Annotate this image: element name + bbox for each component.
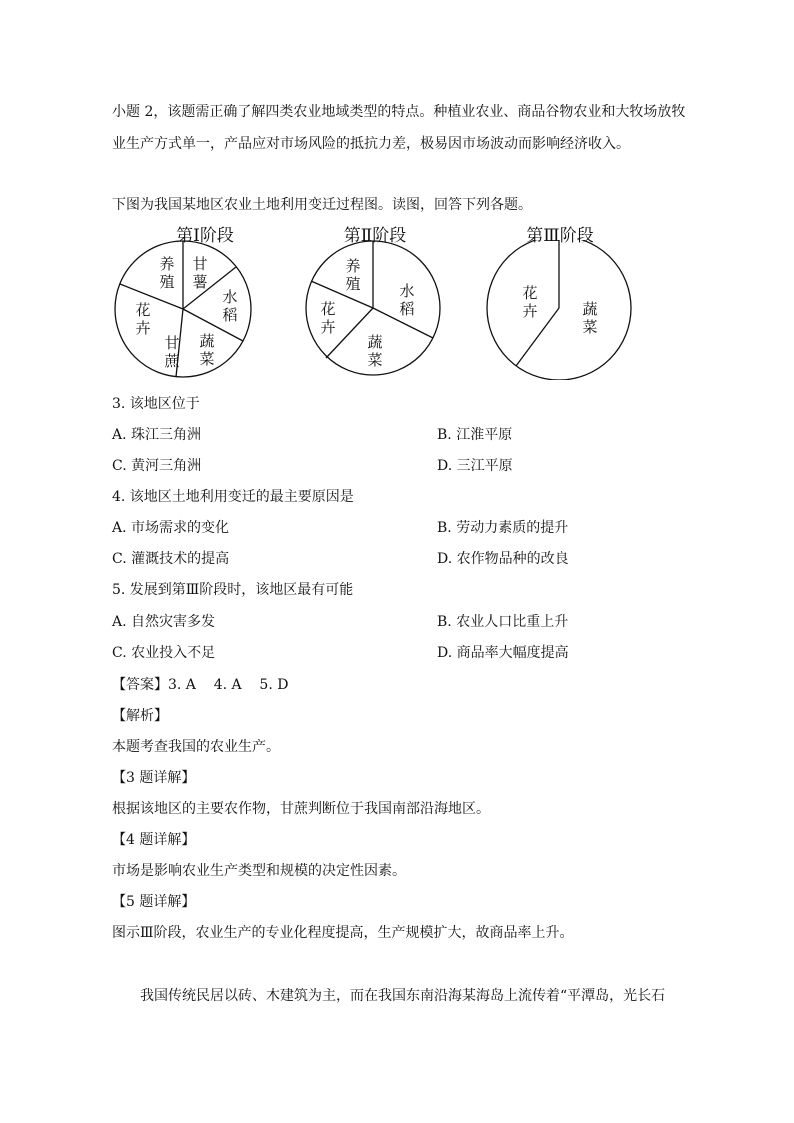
pie-chart-stage-3 bbox=[485, 240, 635, 380]
segment-label-huahui-1: 花 bbox=[135, 301, 151, 319]
q5-detail-heading: 【5 题详解】 bbox=[112, 894, 196, 910]
segment-label-ganzhe-2: 蔗 bbox=[164, 352, 180, 370]
question-4-option-a: A. 市场需求的变化 bbox=[112, 520, 230, 536]
q5-detail-text: 图示Ⅲ阶段，农业生产的专业化程度提高，生产规模扩大，故商品率上升。 bbox=[112, 925, 574, 941]
pie-title-stage-3: 第Ⅲ阶段 bbox=[526, 226, 594, 246]
segment-label-yangzhi-2: 殖 bbox=[159, 273, 175, 291]
segment-label-shuidao-1: 水 bbox=[399, 282, 415, 300]
segment-label-ganzhe-1: 甘 bbox=[164, 334, 180, 352]
question-5-option-d: D. 商品率大幅度提高 bbox=[437, 645, 569, 661]
segment-label-yangzhi-2: 殖 bbox=[345, 275, 361, 293]
question-5-option-c: C. 农业投入不足 bbox=[112, 645, 216, 661]
segment-label-shuidao-2: 稻 bbox=[222, 306, 238, 324]
segment-label-huahui-1: 花 bbox=[522, 284, 538, 302]
q4-detail-heading: 【4 题详解】 bbox=[112, 832, 196, 848]
segment-label-huahui-2: 卉 bbox=[320, 318, 336, 336]
intro-line-1: 小题 2，该题需正确了解四类农业地域类型的特点。种植业农业、商品谷物农业和大牧场放牧 bbox=[112, 104, 686, 120]
question-4-stem: 4. 该地区土地利用变迁的最主要原因是 bbox=[112, 489, 354, 505]
segment-label-ganshu-1: 甘 bbox=[192, 255, 208, 273]
answer-line: 【答案】3. A 4. A 5. D bbox=[112, 677, 289, 693]
question-4-option-d: D. 农作物品种的改良 bbox=[437, 551, 569, 567]
question-5-stem: 5. 发展到第Ⅲ阶段时，该地区最有可能 bbox=[112, 582, 354, 598]
segment-label-yangzhi-1: 养 bbox=[159, 255, 175, 273]
question-3-option-d: D. 三江平原 bbox=[437, 458, 513, 474]
q4-detail-text: 市场是影响农业生产类型和规模的决定性因素。 bbox=[112, 863, 406, 879]
segment-label-shucai-1: 蔬 bbox=[367, 333, 383, 351]
segment-label-yangzhi-1: 养 bbox=[345, 257, 361, 275]
question-4-option-b: B. 劳动力素质的提升 bbox=[437, 520, 569, 536]
segment-label-huahui-2: 卉 bbox=[135, 319, 151, 337]
segment-label-shucai-2: 菜 bbox=[582, 318, 598, 336]
pie-chart-stage-1 bbox=[110, 240, 260, 380]
analysis-heading: 【解析】 bbox=[112, 708, 168, 724]
segment-label-shucai-2: 菜 bbox=[367, 351, 383, 369]
segment-label-huahui-2: 卉 bbox=[522, 302, 538, 320]
segment-label-shuidao-1: 水 bbox=[222, 288, 238, 306]
q3-detail-heading: 【3 题详解】 bbox=[112, 770, 196, 786]
question-3-option-c: C. 黄河三角洲 bbox=[112, 458, 202, 474]
pie-title-stage-2: 第Ⅱ阶段 bbox=[343, 226, 407, 246]
question-3-option-b: B. 江淮平原 bbox=[437, 427, 513, 443]
segment-label-ganshu-2: 薯 bbox=[192, 273, 208, 291]
segment-label-huahui-1: 花 bbox=[320, 300, 336, 318]
q3-detail-text: 根据该地区的主要农作物，甘蔗判断位于我国南部沿海地区。 bbox=[112, 801, 490, 817]
segment-label-shucai-1: 蔬 bbox=[582, 300, 598, 318]
pie-chart-stage-2 bbox=[300, 240, 450, 380]
pie-title-stage-1: 第Ⅰ阶段 bbox=[176, 226, 234, 246]
question-3-stem: 3. 该地区位于 bbox=[112, 396, 200, 412]
next-passage-line: 我国传统民居以砖、木建筑为主，而在我国东南沿海某海岛上流传着“平潭岛，光长石 bbox=[126, 988, 666, 1004]
question-4-option-c: C. 灌溉技术的提高 bbox=[112, 551, 230, 567]
segment-label-shucai-2: 菜 bbox=[199, 350, 215, 368]
segment-label-shuidao-2: 稻 bbox=[399, 300, 415, 318]
question-intro: 下图为我国某地区农业土地利用变迁过程图。读图，回答下列各题。 bbox=[112, 197, 532, 213]
segment-label-shucai-1: 蔬 bbox=[199, 332, 215, 350]
intro-line-2: 业生产方式单一，产品应对市场风险的抵抗力差，极易因市场波动而影响经济收入。 bbox=[112, 136, 630, 152]
question-5-option-b: B. 农业人口比重上升 bbox=[437, 614, 569, 630]
analysis-summary: 本题考查我国的农业生产。 bbox=[112, 739, 280, 755]
question-5-option-a: A. 自然灾害多发 bbox=[112, 614, 216, 630]
question-3-option-a: A. 珠江三角洲 bbox=[112, 427, 202, 443]
